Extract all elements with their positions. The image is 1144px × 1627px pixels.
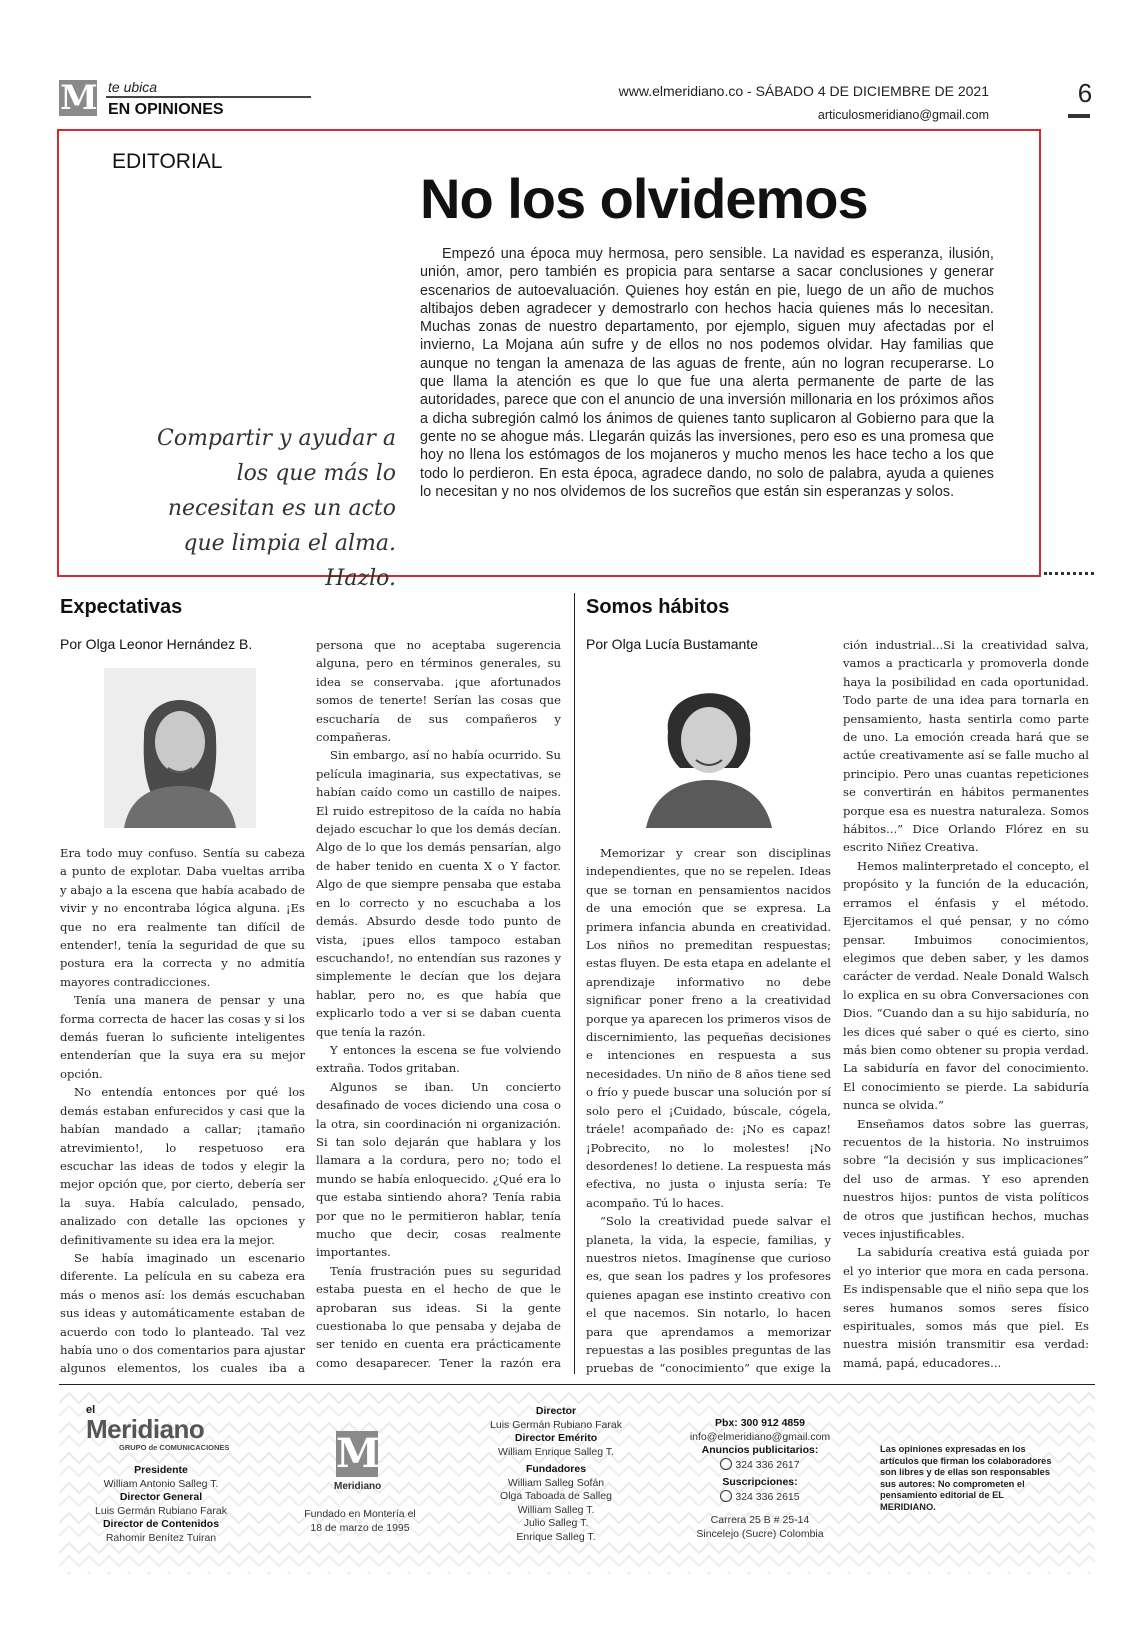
director-general-label: Director General (119, 1491, 203, 1503)
anuncios-phone: 324 336 2617 (735, 1458, 800, 1471)
article2-title: Somos hábitos (586, 596, 730, 618)
footer-rule (59, 1384, 1095, 1385)
masthead-tagline: te ubica (108, 79, 158, 95)
article1-col1 (60, 844, 305, 1376)
director-label: Director (535, 1405, 577, 1417)
fundadores-label: Fundadores (525, 1463, 587, 1475)
footer-staff-left (76, 1464, 246, 1545)
meridiano-logo: M (60, 78, 96, 118)
city: Sincelejo (Sucre) Colombia (696, 1527, 824, 1540)
article1-col2 (316, 636, 561, 1376)
dotted-rule (1044, 572, 1094, 575)
article1-paragraph: Se había imaginado un escenario diferente. La película en su cabeza era más o menos así: los demás escuchaban sus ideas y automáticamente estaban de acuerdo con todo lo planteado. Tal vez había uno o dos comentarios para ajustar algunos elementos, los cuales iba a (60, 1250, 305, 1376)
footer-brand-group: GRUPO de COMUNICACIONES (119, 1443, 230, 1452)
footer-m-logo: M (336, 1430, 381, 1477)
anuncios-label: Anuncios publicitarios: (701, 1444, 819, 1456)
director-contenidos-label: Director de Contenidos (102, 1518, 220, 1530)
whatsapp-icon (720, 1458, 732, 1470)
article2-col1 (586, 844, 831, 1376)
article2-author: Por Olga Lucía Bustamante (586, 636, 758, 652)
fundador-name: Julio Salleg T. (523, 1517, 589, 1529)
article2-paragraph: La sabiduría creativa está guiada por el yo interior que mora en cada persona. Es indispensable que el niño sepa que los seres humanos somos seres físico espirituales, somos más que piel. Es nuestra misión transmitir esa verdad: mamá, papá, educadores... (843, 1245, 1089, 1370)
section-name: EN OPINIONES (108, 101, 224, 118)
editorial-title: No los olvidemos (420, 167, 868, 230)
footer-contact (680, 1417, 840, 1541)
director-emerito-label: Director Emérito (514, 1432, 598, 1444)
article1-paragraph: Tenía una manera de pensar y una forma correcta de hacer las cosas y si los demás fueran lo suficiente inteligentes entenderían que la suya era su mejor opción. (60, 993, 305, 1081)
presidente-label: Presidente (134, 1464, 188, 1476)
article2-paragraph: Hemos malinterpretado el concepto, el propósito y la función de la educación, erramos el énfasis y el método. Ejercitamos el qué pensar, y no cómo pensar. Imbuimos conocimientos, elegimos que deben saber, y les damos carácter de verdad. Neale Donald Walsch lo explica en su obra Conversaciones con Dios. “Cuando dan a su hijo sabiduría, no les dices qué saber o qué es cierto, sino más bien como obtener su propia verdad. La sabiduría en favor del conocimiento. El conocimiento se pierde. La sabiduría nunca se olvida.” (843, 858, 1089, 1113)
presidente-name: William Antonio Salleg T. (103, 1477, 219, 1490)
article1-paragraph: Algunos se iban. Un concierto desafinado de voces diciendo una cosa o la otra, sin coordinación ni organización. Si tan solo dejarán que hablara y los llamara a la cordura, pero no; todo el mundo se había enloquecido. ¿Qué era lo que estaba sintiendo ahora? Tenía rabia por que no le permitieron hablar, tenía mucho que decir, cosas realmente importantes. (316, 1079, 561, 1260)
fundador-name: Olga Taboada de Salleg (500, 1490, 612, 1502)
column-divider (574, 593, 575, 1374)
footer-m-logo-caption: Meridiano (334, 1481, 382, 1492)
article2-paragraph: ción industrial...Si la creatividad salva, vamos a practicarla y promoverla donde haya la posibilidad en cada oportunidad. Todo parte de una idea para tornarla en pensamiento, hasta sentirla como parte de uno. La emoción creada hará que se actúe creativamente así se falle mucho al principio. Pero unas cuantas repeticiones se convertirán en hábitos permanentes porque esa es nuestra naturaleza. Somos hábitos...” Dice Orlando Flórez en su escrito Niñez Creativa. (843, 638, 1089, 855)
editorial-body: Empezó una época muy hermosa, pero sensible. La navidad es esperanza, ilusión, unión, amor, pero también es propicia para sentarse a sacar conclusiones y generar escenarios de autoevaluación. Quienes hoy están en pie, luego de un año de muchos altibajos deben agradecer y demostrarlo con hechos hacia quienes más lo necesitan. Muchas zonas de nuestro departamento, por ejemplo, siguen muy afectadas por el invierno, La Mojana aún sufre y de ellos no nos podemos olvidar. Hay familias que aunque no tengan la amenaza de las aguas de frente, aún no logran recuperarse. Lo que llama la atención es que lo que fue una alerta permanente de parte de las autoridades, parece que con el anuncio de una inversión millonaria en los próximos años a dicha subregión calmó los ánimos de quienes tanto suplicaron al Gobierno para que la gente no se ahogue más. Llegarán quizás las inversiones, pero eso es una promesa que hoy no llena los estómagos de los mojaneros y mucho menos les hace techo a los que todo lo perdieron. En esta época, agradece dando, no solo de palabra, ayuda a quienes lo necesitan y no nos olvidemos de los sucreños que están sin esperanzas y solos. (420, 246, 994, 500)
footer-brand-logo: Meridiano (86, 1414, 205, 1444)
editorial-label: EDITORIAL (112, 150, 223, 173)
header-date-line: www.elmeridiano.co - SÁBADO 4 DE DICIEMBRE DE 2021 (618, 83, 989, 99)
author-photo-olga-leonor (104, 668, 256, 828)
footer-staff-center (486, 1405, 626, 1544)
page-number: 6 (1077, 78, 1093, 108)
footer-fundado: Fundado en Montería el 18 de marzo de 1995 (304, 1508, 416, 1534)
article2-paragraph: “Solo la creatividad puede salvar el planeta, la vida, la especie, familias, y nuestros nietos. Imagínense que curioso es, que sean los padres y los profesores quienes apagan ese instinto creativo con el que nacemos. Sin notarlo, lo hacen para que aprendamos a memorizar repuestas a las posibles preguntas de las pruebas de “conocimiento” que exige la (586, 1214, 831, 1376)
article1-title: Expectativas (60, 596, 183, 618)
author-photo-olga-lucia (632, 668, 786, 828)
footer-brand-el: el (86, 1404, 96, 1416)
fundador-name: Enrique Salleg T. (516, 1530, 596, 1543)
whatsapp-icon (720, 1490, 732, 1502)
editorial-pull-quote: Compartir y ayudar a los que más lo necesitan es un acto que limpia el alma. Hazlo. (156, 426, 396, 591)
article1-paragraph: Tenía frustración pues su seguridad estaba puesta en el hecho de que le aprobaran sus ideas. Si la gente cuestionaba lo que pensaba y dejaba de ser tenido en cuenta era prácticamente como desaparecer. Tener la razón era (316, 1263, 561, 1370)
director-emerito-name: William Enrique Salleg T. (498, 1445, 614, 1458)
contact-email: info@elmeridiano@gmail.com (689, 1430, 831, 1443)
address: Carrera 25 B # 25-14 (710, 1514, 810, 1526)
article2-paragraph: Memorizar y crear son disciplinas independientes, que no se repelen. Ideas que se tornan en pensamientos nacidos de una emoción que se expresa. La primera infancia abunda en creatividad. Los niños no premeditan respuestas; estas fluyen. De esta etapa en adelante el aprendizaje informativo no debe significar poner freno a la creatividad porque ya aparecen los primeros visos de discernimiento, las pequeñas decisiones e intenciones en respuesta a sus necesidades. Un niño de 8 años tiene sed o frío y puede buscar una solución por sí solo pero el ¡Cuidado, búscale, cógela, tráele! acompañado de: ¡No es capaz! ¡Pobrecito, no lo molestes! ¡No desordenes! lo detiene. La respuesta más efectiva, no justa o injusta sería: Te acompaño. Tú lo haces. (586, 846, 831, 1210)
suscripciones-phone: 324 336 2615 (735, 1490, 800, 1503)
article2-paragraph: Enseñamos datos sobre las guerras, recuentos de la historia. No instruimos sobre “la decisión y sus implicaciones” del uso de armas. Y eso aprenden nuestros hijos: puntos de vista políticos de otros que justifican hechos, muchas veces injustificables. (843, 1116, 1089, 1241)
article1-author: Por Olga Leonor Hernández B. (60, 636, 253, 652)
director-general-name: Luis Germán Rubiano Farak (95, 1504, 227, 1517)
page-number-rule (1068, 114, 1090, 118)
fundador-name: William Salleg T. (517, 1503, 595, 1516)
article1-paragraph: Y entonces la escena se fue volviendo extraña. Todos gritaban. (316, 1042, 561, 1076)
fundador-name: William Salleg Sofán (507, 1476, 605, 1489)
article1-paragraph: No entendía entonces por qué los demás estaban enfurecidos y casi que la habían mandado a callar; ¡tamaño atrevimiento!, lo respetuoso era escuchar las ideas de todos y elegir la mejor opción que, por cierto, debería ser la suya. Había calculado, pensado, analizado con detalle las opciones y definitivamente su idea era la mejor. (60, 1085, 305, 1247)
suscripciones-label: Suscripciones: (722, 1476, 798, 1488)
article1-paragraph: Era todo muy confuso. Sentía su cabeza a punto de explotar. Daba vueltas arriba y abajo a la escena que había acabado de vivir y no encontraba lógica alguna. ¡Es que no era realmente tan difícil de entender!, tenía la seguridad de que su postura era la correcta y no admitía mayores contradicciones. (60, 846, 305, 989)
footer-disclaimer: Las opiniones expresadas en los artículos que firman los colaboradores son libres y de ellas son responsables sus autores: No comprometen el pensamiento editorial de EL MERIDIANO. (880, 1444, 1052, 1512)
article2-col2 (843, 636, 1089, 1376)
header-email: articulosmeridiano@gmail.com (817, 108, 989, 122)
director-contenidos-name: Rahomir Benítez Tuiran (105, 1531, 217, 1544)
director-name: Luis Germán Rubiano Farak (490, 1418, 622, 1431)
pbx-number: Pbx: 300 912 4859 (715, 1417, 805, 1429)
article1-paragraph: persona que no aceptaba sugerencia alguna, pero en términos generales, su idea se conservaba. ¡que afortunados somos de tenerte! Serían las cosas que escucharía de sus compañeros y compañeras. (316, 638, 561, 745)
article1-paragraph: Sin embargo, así no había ocurrido. Su película imaginaria, sus expectativas, se habían caído como un castillo de naipes. El ruido estrepitoso de la caída no había dejado escuchar lo que los demás decían. Algo de lo que los demás pensarían, algo de haber tenido en cuenta X o Y factor. Algo de que siempre pensaba que estaba en lo correcto y no escuchaba a los demás. Absurdo desde todo punto de vista, ¡pues ellos tampoco estaban escuchando!, no entendían sus razones y simplemente le decían que los dejara hablar, pero no, es que había que explicarlo todo a ver si se daban cuenta que tenía la razón. (316, 748, 561, 1039)
masthead-rule (106, 96, 311, 98)
